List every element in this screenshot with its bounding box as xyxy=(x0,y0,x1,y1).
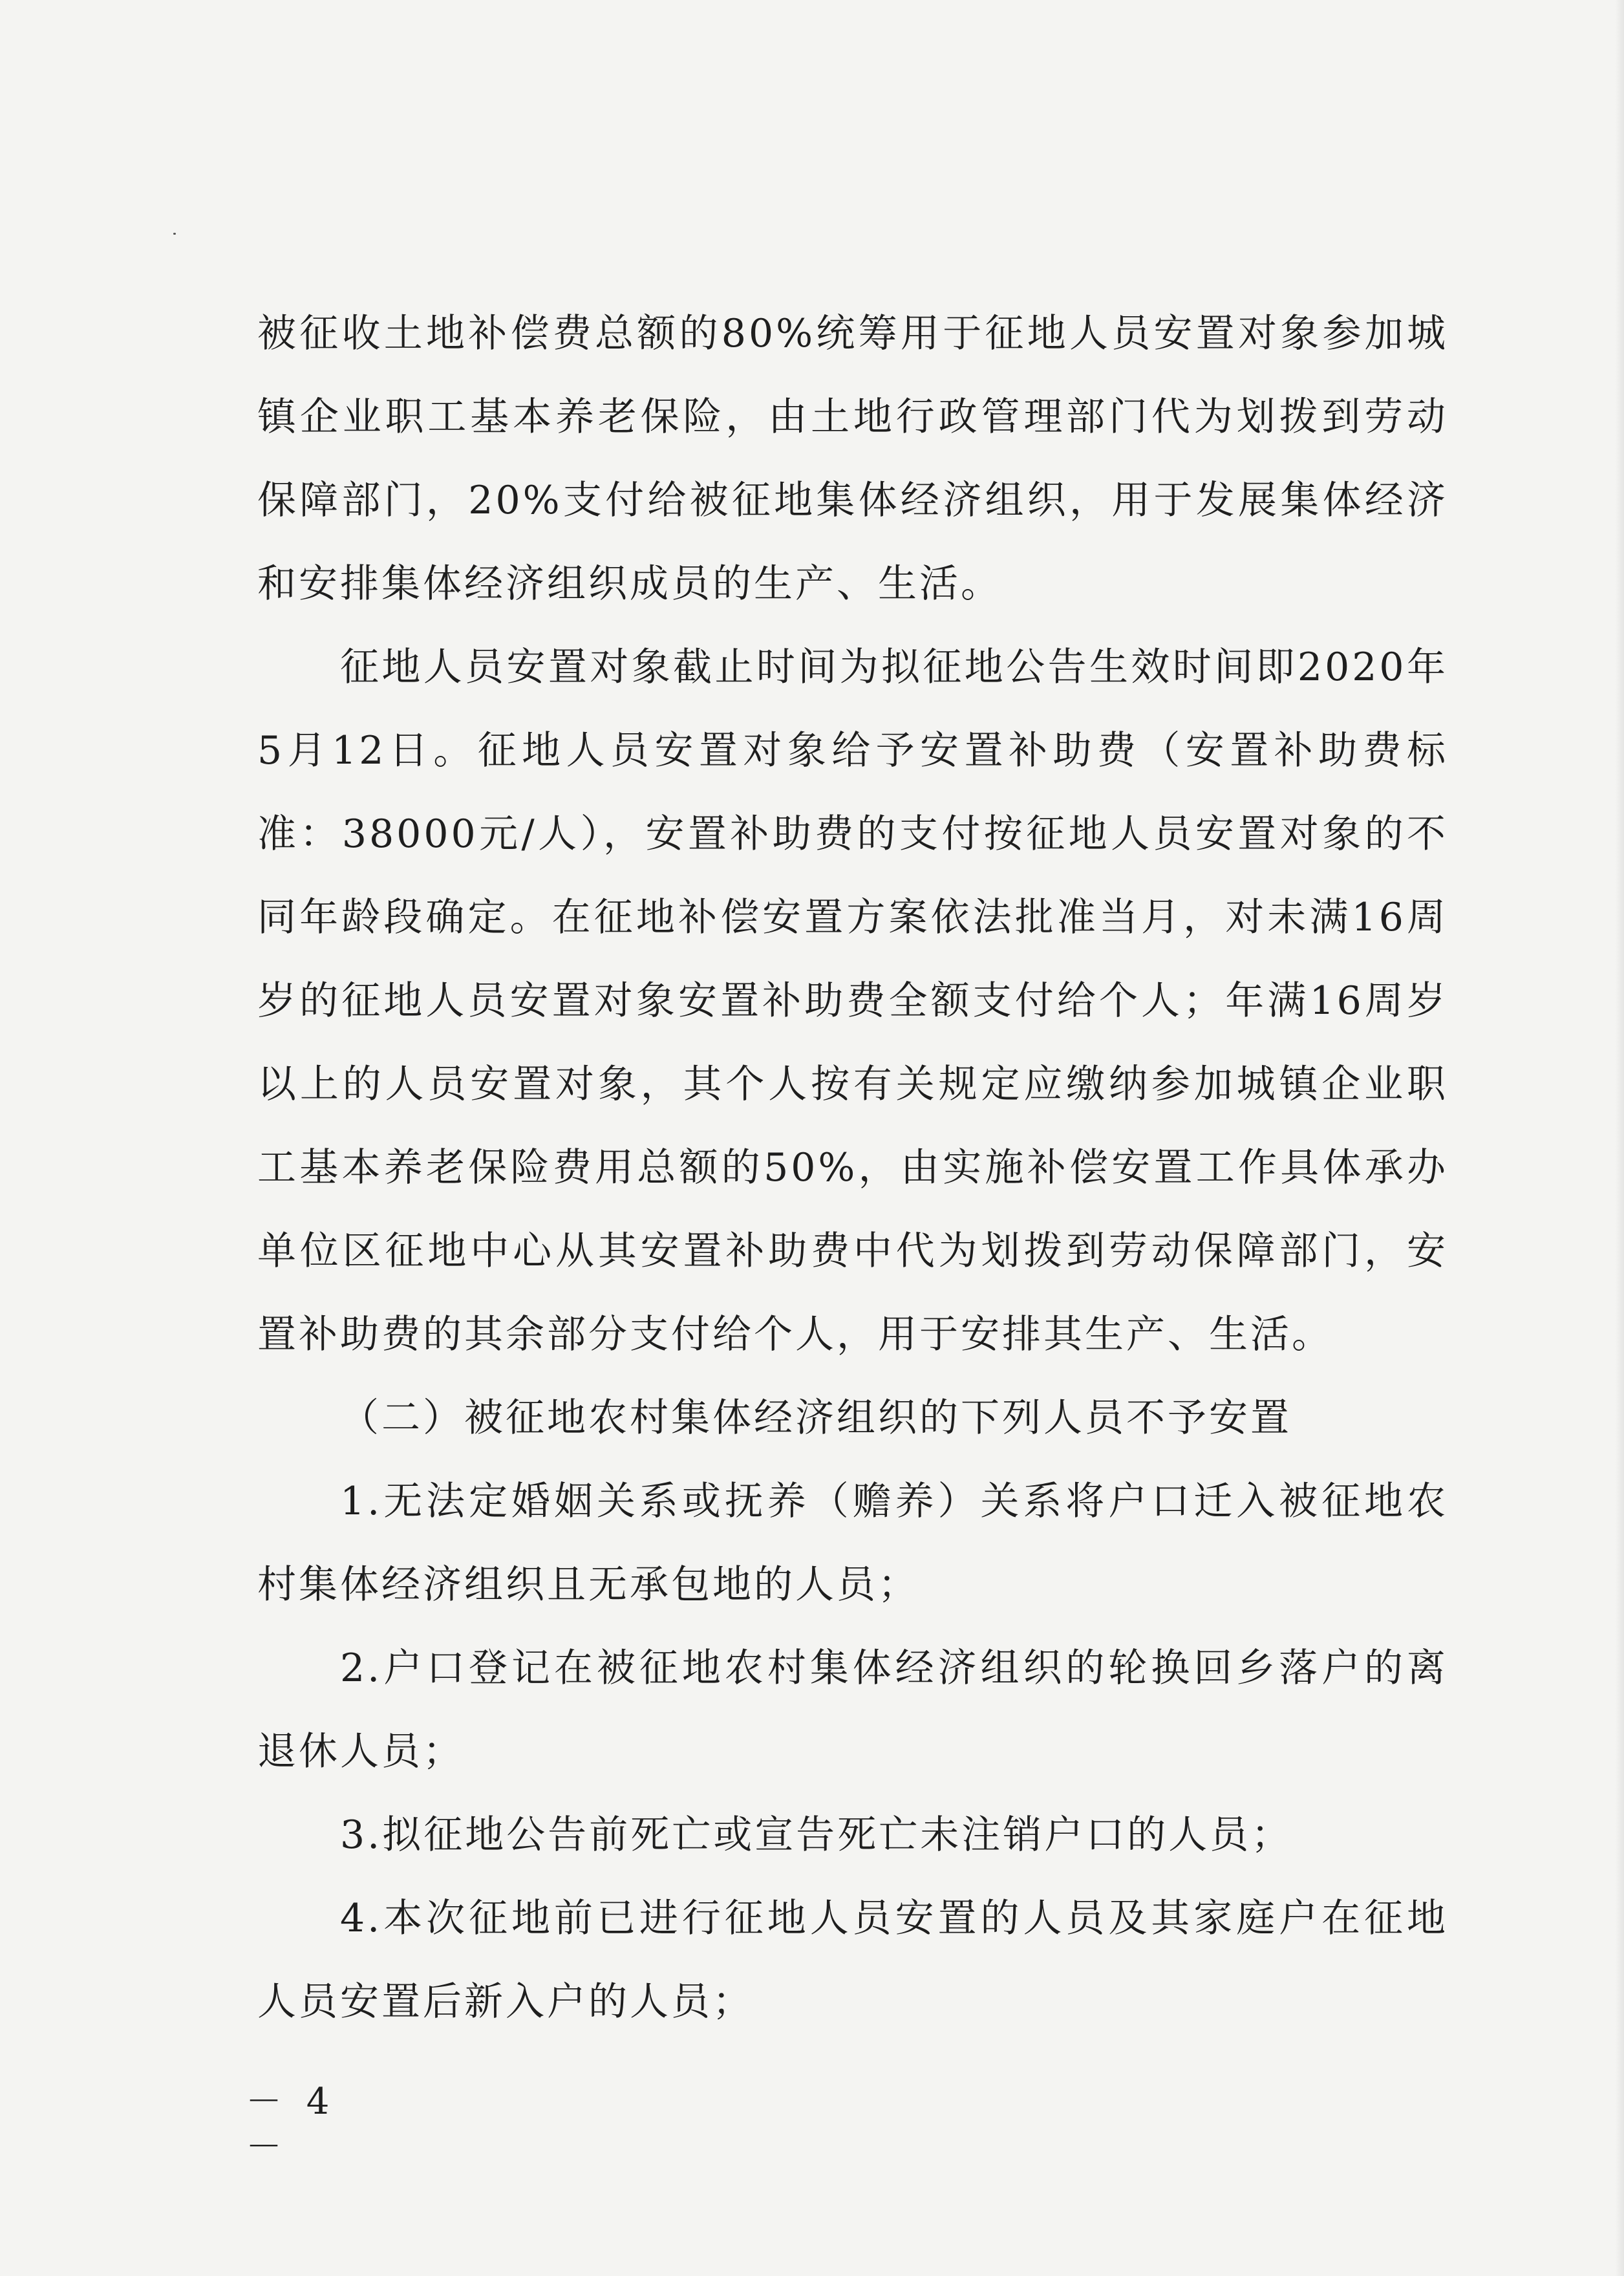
list-item-1: 1.无法定婚姻关系或抚养（赡养）关系将户口迁入被征地农村集体经济组织且无承包地的人员； xyxy=(257,1479,1448,1607)
list-item-4: 4.本次征地前已进行征地人员安置的人员及其家庭户在征地人员安置后新入户的人员； xyxy=(257,1896,1448,2024)
page-number: － 4 － xyxy=(246,2081,336,2168)
paragraph-1: 被征收土地补偿费总额的80%统筹用于征地人员安置对象参加城镇企业职工基本养老保险，由土地行政管理部门代为划拨到劳动保障部门，20%支付给被征地集体经济组织，用于发展集体经济和安排集体经济组织成员的生产、生活。 xyxy=(257,311,1448,607)
list-item-2: 2.户口登记在被征地农村集体经济组织的轮换回乡落户的离退休人员； xyxy=(257,1646,1448,1774)
list-item-3: 3.拟征地公告前死亡或宣告死亡未注销户口的人员； xyxy=(340,1812,1293,1858)
scan-speck xyxy=(173,233,176,235)
paragraph-2: 征地人员安置对象截止时间为拟征地公告生效时间即2020年5月12日。征地人员安置对象给予安置补助费（安置补助费标准：38000元/人），安置补助费的支付按征地人员安置对象的不同年龄段确定。在征地补偿安置方案依法批准当月，对未满16周岁的征地人员安置对象安置补助费全额支付给个人；年满16周岁以上的人员安置对象，其个人按有关规定应缴纳参加城镇企业职工基本养老保险费用总额的50%，由实施补偿安置工作具体承办单位区征地中心从其安置补助费中代为划拨到劳动保障部门，安置补助费的其余部分支付给个人，用于安排其生产、生活。 xyxy=(257,645,1448,1357)
section-heading-2: （二）被征地农村集体经济组织的下列人员不予安置 xyxy=(340,1395,1292,1441)
body-text xyxy=(257,292,1448,2044)
